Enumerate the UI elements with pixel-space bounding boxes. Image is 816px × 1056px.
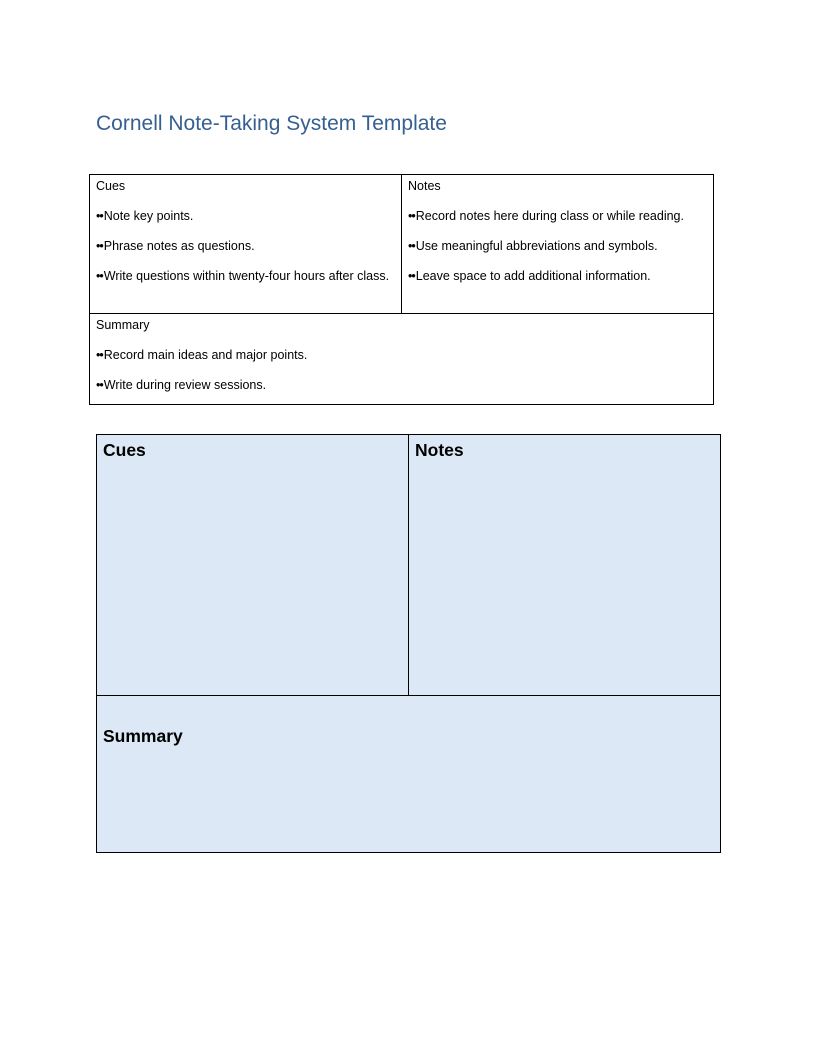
list-item (408, 269, 707, 284)
list-item (96, 269, 395, 284)
summary-heading: Summary (103, 726, 183, 746)
page-title: Cornell Note-Taking System Template (96, 112, 447, 135)
list-item-text: Record notes here during class or while reading. (415, 209, 684, 223)
list-item (96, 378, 707, 393)
summary-area[interactable] (97, 696, 720, 852)
list-item (96, 239, 395, 254)
list-item (96, 209, 395, 224)
list-item-text: Record main ideas and major points. (103, 348, 308, 362)
list-item-text: Phrase notes as questions. (103, 239, 255, 253)
guide-summary-list (96, 348, 707, 393)
guide-notes-cell (402, 175, 713, 314)
bullet-icon: •• (96, 348, 103, 362)
guide-notes-heading: Notes (408, 179, 441, 193)
list-item-text: Note key points. (103, 209, 194, 223)
guide-cues-list (96, 209, 395, 284)
notes-heading: Notes (415, 440, 464, 460)
cues-area[interactable] (97, 435, 409, 696)
blank-notes-template (96, 434, 721, 853)
list-item-text: Use meaningful abbreviations and symbols. (415, 239, 658, 253)
list-item-text: Leave space to add additional information. (415, 269, 651, 283)
list-item-text: Write questions within twenty-four hours after class. (103, 269, 390, 283)
bullet-icon: •• (96, 209, 103, 223)
guide-notes-list (408, 209, 707, 284)
bullet-icon: •• (408, 269, 415, 283)
list-item (96, 348, 707, 363)
bullet-icon: •• (408, 239, 415, 253)
guide-cues-cell (90, 175, 402, 314)
bullet-icon: •• (96, 239, 103, 253)
bullet-icon: •• (96, 269, 103, 283)
guide-summary-cell (90, 314, 713, 404)
guide-table (89, 174, 714, 405)
guide-cues-heading: Cues (96, 179, 126, 193)
bullet-icon: •• (96, 378, 103, 392)
list-item (408, 209, 707, 224)
cues-heading: Cues (103, 440, 146, 460)
bullet-icon: •• (408, 209, 415, 223)
notes-area[interactable] (409, 435, 720, 696)
list-item-text: Write during review sessions. (103, 378, 267, 392)
guide-summary-heading: Summary (96, 318, 150, 332)
list-item (408, 239, 707, 254)
